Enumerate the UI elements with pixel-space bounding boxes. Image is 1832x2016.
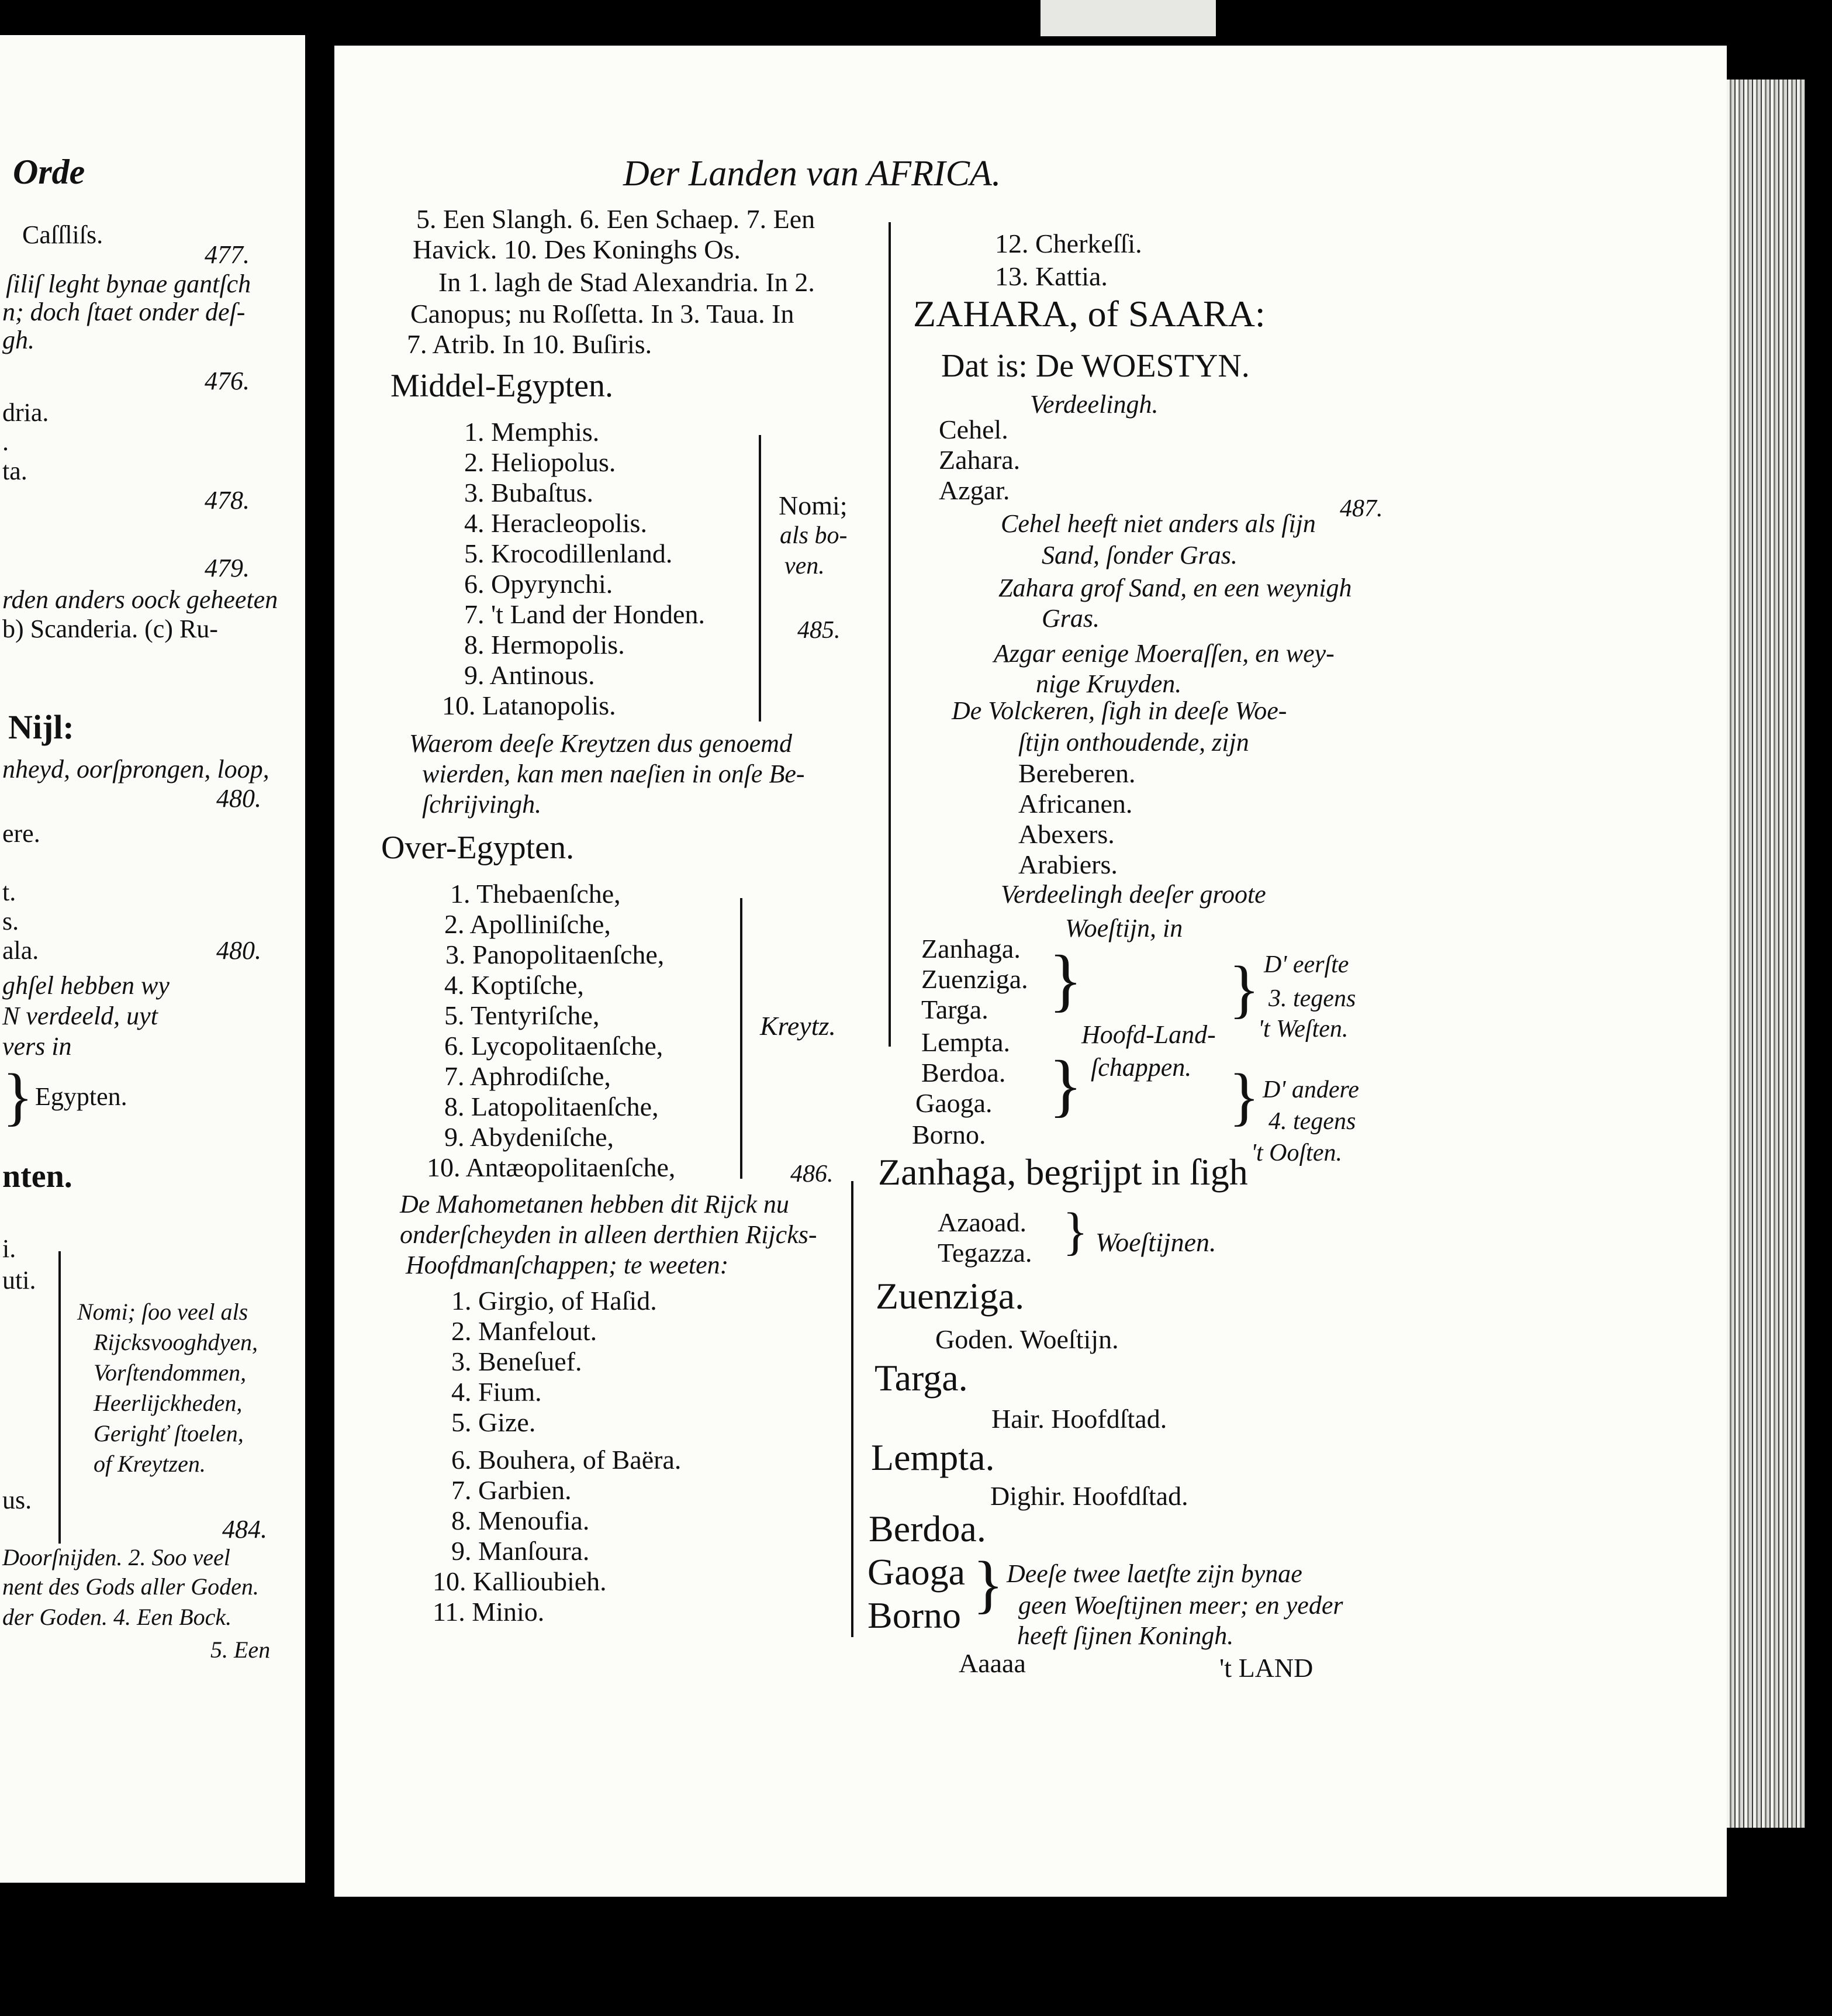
list-item: 9. Abydeniſche, <box>444 1122 614 1152</box>
catchword: 't LAND <box>1219 1653 1313 1683</box>
list-item: 7. Aphrodiſche, <box>444 1061 611 1091</box>
regions-label: ſchappen. <box>1091 1053 1192 1082</box>
division-item: Zahara. <box>939 445 1021 475</box>
intro-line: Canopus; nu Roſſetta. In 3. Taua. In <box>410 299 794 329</box>
chiefdom-item: 9. Manſoura. <box>451 1536 590 1566</box>
left-page-line: Gerighť ſtoelen, <box>94 1420 244 1447</box>
paper-scrap <box>1041 0 1216 36</box>
chiefdom-item: 3. Beneſuef. <box>451 1347 582 1376</box>
left-page-line: ta. <box>2 457 27 485</box>
margin-number: 485. <box>797 617 841 644</box>
last-region-name: Gaoga <box>867 1551 966 1593</box>
left-page-line: Heerlijckheden, <box>94 1390 243 1416</box>
list-item: 3. Bubaſtus. <box>464 478 594 508</box>
chiefdom-item: 6. Bouhera, of Baëra. <box>451 1445 682 1475</box>
left-page-line: 479. <box>205 554 250 582</box>
desert-item: Azaoad. <box>938 1207 1026 1237</box>
signature-mark: Aaaaa <box>959 1648 1026 1678</box>
division-intro: Woeſtijn, in <box>1065 914 1183 943</box>
note-line: wierden, kan men naeſien in onſe Be- <box>422 760 805 788</box>
division-item: Azgar. <box>939 475 1010 505</box>
list-item: 2. Heliopolus. <box>464 447 616 477</box>
last-note: heeft ſijnen Koningh. <box>1017 1621 1234 1650</box>
running-head: Der Landen van AFRICA. <box>623 154 1001 194</box>
division-note: Sand, ſonder Gras. <box>1042 541 1238 569</box>
section-heading-upper-egypt: Over-Egypten. <box>381 830 575 866</box>
east-label: 't Ooſten. <box>1251 1140 1342 1166</box>
left-page-line: Orde <box>13 153 85 191</box>
left-page-line: nheyd, oorſprongen, loop, <box>2 755 269 783</box>
brace-glyph: } <box>1049 1046 1083 1124</box>
targa-heading: Targa. <box>874 1357 968 1399</box>
desert-item: Tegazza. <box>938 1238 1032 1268</box>
division-item: Cehel. <box>939 415 1008 444</box>
bracket-line <box>58 1251 61 1544</box>
intro-line: 5. Een Slangh. 6. Een Schaep. 7. Een <box>416 204 815 234</box>
list-item: 10. Antæopolitaenſche, <box>427 1152 676 1182</box>
margin-number: 486. <box>790 1161 834 1187</box>
chiefdom-item: 5. Gize. <box>451 1407 536 1437</box>
list-item: 8. Latopolitaenſche, <box>444 1092 659 1121</box>
brace-glyph: } <box>973 1548 1004 1620</box>
bracket-label: als bo- <box>780 522 848 549</box>
region-item: Berdoa. <box>921 1058 1006 1088</box>
brace-glyph: } <box>1049 941 1083 1019</box>
left-page-line: i. <box>2 1234 16 1263</box>
left-facing-page <box>0 35 305 1883</box>
left-page-line: t. <box>2 878 16 906</box>
region-item: Zanhaga. <box>921 934 1021 964</box>
division-note: Cehel heeft niet anders als ſijn <box>1001 509 1316 538</box>
intro-line: 7. Atrib. In 10. Buſiris. <box>407 329 652 359</box>
left-page-line: Doorſnijden. 2. Soo veel <box>2 1544 230 1570</box>
lempta-line: Dighir. Hoofdſtad. <box>990 1481 1188 1511</box>
region-item: Zuenziga. <box>921 964 1028 994</box>
left-page-line: Rijcksvooghdyen, <box>94 1329 258 1355</box>
left-page-line: 480. <box>216 936 261 965</box>
zahara-heading: ZAHARA, of SAARA: <box>913 293 1266 334</box>
zuenziga-heading: Zuenziga. <box>876 1275 1025 1317</box>
list-item: 4. Heracleopolis. <box>464 508 647 538</box>
left-page-line: Caſſliſs. <box>22 220 103 249</box>
chiefdom-item: 4. Fium. <box>451 1377 542 1407</box>
region-item: Targa. <box>921 995 988 1024</box>
brace-glyph: } <box>1063 1203 1088 1261</box>
list-item: 4. Koptiſche, <box>444 970 584 1000</box>
note-line: onderſcheyden in alleen derthien Rijcks- <box>400 1220 817 1249</box>
list-item: 12. Cherkeſſi. <box>995 229 1142 258</box>
left-page-line: gh. <box>2 326 34 354</box>
east-label: 4. tegens <box>1268 1108 1356 1135</box>
left-page-line: ala. <box>2 936 39 965</box>
intro-line: Havick. 10. Des Koninghs Os. <box>413 234 741 264</box>
left-page-line: Nijl: <box>8 708 74 746</box>
people-item: Africanen. <box>1018 789 1133 819</box>
left-page-line: of Kreytzen. <box>94 1451 206 1477</box>
lempta-heading: Lempta. <box>871 1437 995 1478</box>
division-note: Azgar eenige Moeraſſen, en wey- <box>994 639 1335 668</box>
west-label: 3. tegens <box>1268 985 1356 1012</box>
margin-number: 487. <box>1340 495 1383 522</box>
zuenziga-line: Goden. Woeſtijn. <box>935 1324 1119 1354</box>
left-page-line: Egypten. <box>35 1082 127 1111</box>
list-item: 8. Hermopolis. <box>464 630 625 660</box>
list-item: 6. Opyrynchi. <box>464 569 613 599</box>
last-note: Deeſe twee laetſte zijn bynae <box>1007 1559 1302 1588</box>
note-line: De Mahometanen hebben dit Rijck nu <box>400 1190 789 1218</box>
region-item: Lempta. <box>921 1027 1010 1057</box>
list-item: 10. Latanopolis. <box>442 691 616 720</box>
bracket-line <box>759 435 761 722</box>
chiefdom-item: 7. Garbien. <box>451 1475 572 1505</box>
list-item: 5. Krocodillenland. <box>464 538 673 568</box>
left-page-line: us. <box>2 1486 32 1514</box>
west-label: 't Weſten. <box>1258 1016 1349 1042</box>
people-item: Arabiers. <box>1018 850 1118 879</box>
left-page-line: 484. <box>222 1515 267 1544</box>
chiefdom-item: 2. Manfelout. <box>451 1316 597 1346</box>
people-item: Bereberen. <box>1018 758 1136 788</box>
last-region-name: Borno <box>867 1594 961 1636</box>
bracket-line <box>740 898 742 1179</box>
berdoa-heading: Berdoa. <box>869 1508 986 1549</box>
chiefdom-item: 11. Minio. <box>433 1597 545 1627</box>
column-rule <box>851 1181 853 1637</box>
brace-glyph: } <box>1229 1061 1260 1132</box>
targa-line: Hair. Hoofdſtad. <box>991 1404 1167 1434</box>
regions-label: Hoofd-Land- <box>1081 1020 1216 1049</box>
desert-label: Woeſtijnen. <box>1095 1227 1216 1257</box>
page-edges <box>1727 80 1805 1828</box>
peoples-intro: ſtijn onthoudende, zijn <box>1018 728 1249 757</box>
list-item: 3. Panopolitaenſche, <box>445 940 665 969</box>
list-item: 5. Tentyriſche, <box>444 1000 600 1030</box>
division-intro: Verdeelingh deeſer groote <box>1001 880 1266 909</box>
left-page-line: uti. <box>2 1266 36 1294</box>
people-item: Abexers. <box>1018 819 1115 849</box>
brace-glyph: } <box>1229 953 1260 1024</box>
chiefdom-item: 8. Menoufia. <box>451 1506 590 1535</box>
left-page-line: der Goden. 4. Een Bock. <box>2 1604 232 1630</box>
brace-glyph: } <box>2 1061 33 1132</box>
left-page-line: rden anders oock geheeten <box>2 585 278 614</box>
east-label: D' andere <box>1263 1076 1359 1103</box>
list-item: 1. Thebaenſche, <box>450 879 621 909</box>
left-page-line: b) Scanderia. (c) Ru- <box>2 615 218 643</box>
left-page-line: nent des Gods aller Goden. <box>2 1573 259 1600</box>
bracket-label: Kreytz. <box>760 1011 836 1041</box>
left-page-line: vers in <box>2 1032 72 1061</box>
west-label: D' eerſte <box>1264 951 1349 978</box>
left-page-line: Vorſtendommen, <box>94 1359 247 1386</box>
chiefdom-item: 10. Kallioubieh. <box>433 1566 607 1596</box>
list-item: 1. Memphis. <box>464 417 600 447</box>
division-note: Zahara grof Sand, en een weynigh <box>998 574 1352 602</box>
peoples-intro: De Volckeren, ſigh in deeſe Woe- <box>952 696 1287 725</box>
division-note: Gras. <box>1042 604 1100 633</box>
left-page-line: dria. <box>2 398 49 427</box>
note-line: ſchrijvingh. <box>422 790 542 819</box>
left-page-line: ghſel hebben wy <box>2 971 170 1000</box>
left-page-line: . <box>2 427 9 456</box>
region-item: Gaoga. <box>915 1088 993 1118</box>
chiefdom-item: 1. Girgio, of Haſid. <box>451 1286 657 1316</box>
left-page-line: nten. <box>2 1158 72 1195</box>
left-page-line: ere. <box>2 819 40 848</box>
left-page-line: n; doch ſtaet onder deſ- <box>2 298 246 326</box>
bracket-label: Nomi; <box>779 491 848 520</box>
bracket-label: ven. <box>784 553 825 579</box>
region-item: Borno. <box>912 1120 986 1149</box>
left-page-line: 476. <box>205 367 250 395</box>
list-item: 9. Antinous. <box>464 660 595 690</box>
list-item: 13. Kattia. <box>995 261 1108 291</box>
left-page-line: N verdeeld, uyt <box>2 1002 158 1030</box>
left-page-line: s. <box>2 907 19 935</box>
intro-line: In 1. lagh de Stad Alexandria. In 2. <box>438 267 815 297</box>
last-note: geen Woeſtijnen meer; en yeder <box>1018 1591 1343 1620</box>
verdeeling-label: Verdeelingh. <box>1030 390 1159 419</box>
zahara-subheading: Dat is: De WOESTYN. <box>941 348 1250 384</box>
left-page-line: 480. <box>216 784 261 813</box>
column-rule <box>889 222 891 1047</box>
division-note: nige Kruyden. <box>1036 669 1182 698</box>
zanhaga-heading: Zanhaga, begrijpt in ſigh <box>878 1151 1248 1193</box>
left-page-line: Nomi; ſoo veel als <box>77 1299 248 1325</box>
left-page-line: 477. <box>205 240 250 269</box>
left-page-line: 478. <box>205 486 250 515</box>
list-item: 7. 't Land der Honden. <box>464 599 705 629</box>
left-page-line: 5. Een <box>210 1637 271 1663</box>
list-item: 6. Lycopolitaenſche, <box>444 1031 663 1061</box>
left-page-line: ſiliſ leght bynae gantſch <box>6 270 251 298</box>
note-line: Hoofdmanſchappen; te weeten: <box>406 1251 729 1279</box>
note-line: Waerom deeſe Kreytzen dus genoemd <box>409 729 792 758</box>
list-item: 2. Apolliniſche, <box>444 909 611 939</box>
section-heading-middle-egypt: Middel-Egypten. <box>390 368 614 404</box>
